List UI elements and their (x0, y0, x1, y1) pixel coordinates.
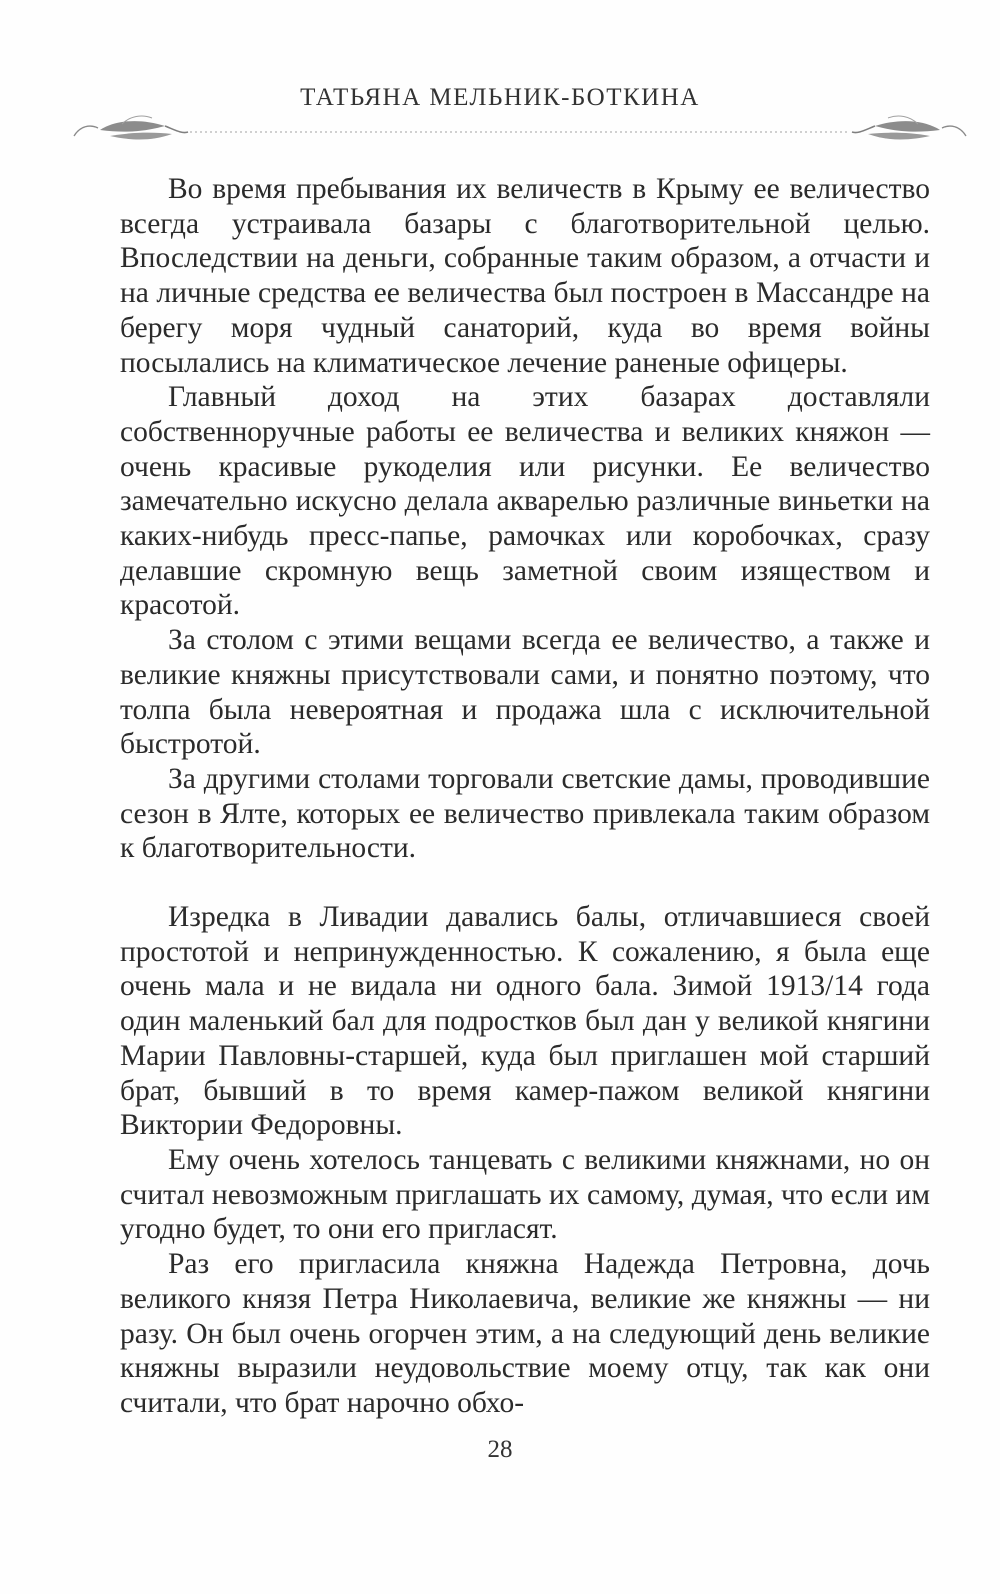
paragraph: Во время пребывания их величеств в Крыму ее величество всегда устраивала базары с благотворительной целью. Впоследствии на деньги, собранные таким образом, а отчасти и на личные средства ее величества был построен в Массандре на берегу моря чудный санаторий, куда во время войны посылались на климатическое лечение раненые офицеры. (120, 173, 930, 379)
paragraph: За другими столами торговали светские дамы, проводившие сезон в Ялте, которых ее величество привлекала таким образом к благотворительности. (120, 762, 930, 865)
paragraph: Изредка в Ливадии давались балы, отличавшиеся своей простотой и непринужденностью. К сожалению, я была еще очень мала и не видала ни одного бала. Зимой 1913/14 года один маленький бал для подростков был дан у великой княгини Марии Павловны-старшей, куда был приглашен мой старший брат, бывший в то время камер-пажом великой княгини Виктории Федоровны. (120, 901, 930, 1142)
running-head-title: ТАТЬЯНА МЕЛЬНИК-БОТКИНА (300, 84, 700, 111)
paragraph: За столом с этими вещами всегда ее величество, а также и великие княжны присутствовали сами, и понятно поэтому, что толпа была невероятная и продажа шла с исключительной быстротой. (120, 624, 930, 761)
paragraph: Ему очень хотелось танцевать с великими княжнами, но он считал невозможным приглашать их самому, думая, что если им угодно будет, то они его пригласят. (120, 1143, 930, 1246)
leaf-flourish-divider-icon (70, 112, 970, 152)
paragraph: Главный доход на этих базарах доставляли собственноручные работы ее величества и великих княжон — очень красивые рукоделия или рисунки. Ее величество замечательно искусно делала акварелью различные виньетки на каких-нибудь пресс-папье, рамочках или коробочках, сразу делавшие скромную вещь заметной своим изяществом и красотой. (120, 381, 930, 622)
paragraph: Раз его пригласила княжна Надежда Петровна, дочь великого князя Петра Николаевича, великие же княжны — ни разу. Он был очень огорчен этим, а на следующий день великие княжны выразили неудовольствие моему отцу, так как они считали, что брат нарочно обхо- (120, 1248, 930, 1419)
page-number: 28 (487, 1436, 513, 1463)
body-text (120, 172, 930, 1421)
